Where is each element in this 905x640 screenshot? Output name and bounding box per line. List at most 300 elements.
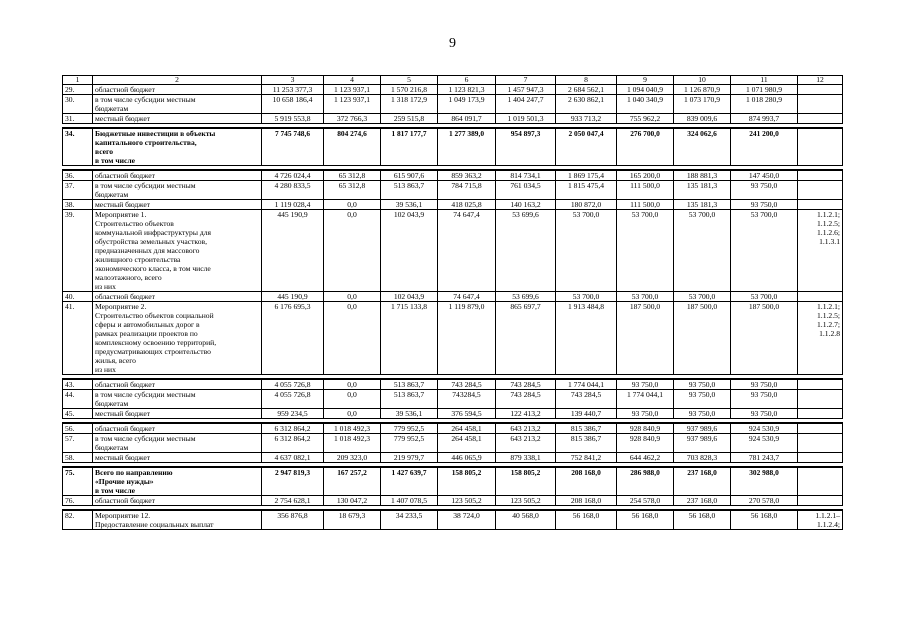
value-cell: 111 500,0: [617, 181, 674, 200]
target-code: [798, 496, 843, 506]
row-name-line: бюджетам: [95, 443, 129, 452]
value-cell: 254 578,0: [617, 496, 674, 506]
target-code: [798, 453, 843, 463]
row-name: [93, 423, 262, 434]
value-cell: 743 284,5: [496, 379, 556, 390]
target-code-line: 1.1.2.4;: [817, 520, 840, 529]
row-name: [93, 379, 262, 390]
value-cell: 1 073 170,9: [674, 95, 731, 114]
value-cell: 53 700,0: [556, 210, 617, 292]
value-cell: 924 530,9: [731, 434, 798, 453]
row-name-line: малоэтажного, всего: [95, 273, 162, 282]
value-cell: 130 047,2: [324, 496, 381, 506]
row-name: [93, 128, 262, 166]
row-name: [93, 453, 262, 463]
table-row: [63, 292, 843, 302]
value-cell: 1 913 484,8: [556, 302, 617, 375]
target-code: [798, 210, 843, 292]
value-cell: 34 233,5: [381, 510, 438, 530]
row-name-line: бюджетам: [95, 104, 129, 113]
value-cell: 209 323,0: [324, 453, 381, 463]
target-code: [798, 390, 843, 409]
value-cell: 302 988,0: [731, 467, 798, 496]
value-cell: 1 049 173,9: [438, 95, 496, 114]
value-cell: 65 312,8: [324, 181, 381, 200]
value-cell: 1 123 937,1: [324, 85, 381, 95]
value-cell: 93 750,0: [731, 409, 798, 419]
value-cell: 1 869 175,4: [556, 170, 617, 181]
row-name: [93, 467, 262, 496]
row-name-line: Бюджетные инвестиции в объекты: [95, 129, 216, 138]
row-number: 57.: [63, 434, 93, 453]
table-row: [63, 379, 843, 390]
target-code: [798, 114, 843, 124]
value-cell: 56 168,0: [731, 510, 798, 530]
value-cell: 6 312 864,2: [262, 423, 324, 434]
value-cell: 703 828,3: [674, 453, 731, 463]
value-cell: 165 200,0: [617, 170, 674, 181]
value-cell: 102 043,9: [381, 292, 438, 302]
row-name-line: бюджетам: [95, 190, 129, 199]
value-cell: 1 123 937,1: [324, 95, 381, 114]
row-number: 76.: [63, 496, 93, 506]
value-cell: 933 713,2: [556, 114, 617, 124]
row-name-line: местный бюджет: [95, 453, 151, 462]
value-cell: 6 312 864,2: [262, 434, 324, 453]
value-cell: 1 040 340,9: [617, 95, 674, 114]
table-row: [63, 390, 843, 409]
column-header: 3: [262, 76, 324, 85]
value-cell: 18 679,3: [324, 510, 381, 530]
value-cell: 864 091,7: [438, 114, 496, 124]
row-name-line: Строительство объектов: [95, 219, 174, 228]
row-name: [93, 114, 262, 124]
column-header: 10: [674, 76, 731, 85]
row-name: [93, 302, 262, 375]
row-number: 37.: [63, 181, 93, 200]
value-cell: 1 457 947,3: [496, 85, 556, 95]
value-cell: 93 750,0: [731, 390, 798, 409]
value-cell: 4 055 726,8: [262, 390, 324, 409]
value-cell: 276 700,0: [617, 128, 674, 166]
value-cell: 1 318 172,9: [381, 95, 438, 114]
row-number: 82.: [63, 510, 93, 530]
value-cell: 241 200,0: [731, 128, 798, 166]
value-cell: 158 805,2: [496, 467, 556, 496]
value-cell: 53 700,0: [617, 292, 674, 302]
value-cell: 446 065,9: [438, 453, 496, 463]
row-name-line: Мероприятие 1.: [95, 210, 147, 219]
value-cell: 11 253 377,3: [262, 85, 324, 95]
row-number: 56.: [63, 423, 93, 434]
target-code-line: 1.1.2.1;: [817, 302, 840, 311]
target-code: [798, 302, 843, 375]
value-cell: 219 979,7: [381, 453, 438, 463]
value-cell: 1 277 389,0: [438, 128, 496, 166]
value-cell: 445 190,9: [262, 292, 324, 302]
value-cell: 445 190,9: [262, 210, 324, 292]
value-cell: 937 989,6: [674, 434, 731, 453]
column-header: 9: [617, 76, 674, 85]
row-name-line: рамках реализации проектов по: [95, 329, 198, 338]
page-number: 9: [449, 36, 456, 51]
value-cell: 264 458,1: [438, 423, 496, 434]
value-cell: 93 750,0: [731, 181, 798, 200]
value-cell: 56 168,0: [674, 510, 731, 530]
row-number: 41.: [63, 302, 93, 375]
value-cell: 959 234,5: [262, 409, 324, 419]
table-row: [63, 510, 843, 530]
value-cell: 10 658 186,4: [262, 95, 324, 114]
table-row: [63, 95, 843, 114]
row-number: 31.: [63, 114, 93, 124]
value-cell: 6 176 695,3: [262, 302, 324, 375]
value-cell: 93 750,0: [674, 379, 731, 390]
value-cell: 743 284,5: [556, 390, 617, 409]
target-code: [798, 510, 843, 530]
value-cell: 879 338,1: [496, 453, 556, 463]
value-cell: 2 684 562,1: [556, 85, 617, 95]
target-code-line: 1.1.2.6;: [817, 228, 840, 237]
target-code: [798, 170, 843, 181]
column-header: 8: [556, 76, 617, 85]
column-header: 4: [324, 76, 381, 85]
target-code-line: 1.1.2.5;: [817, 311, 840, 320]
row-name-line: местный бюджет: [95, 114, 151, 123]
value-cell: 643 213,2: [496, 434, 556, 453]
value-cell: 743284,5: [438, 390, 496, 409]
value-cell: 56 168,0: [617, 510, 674, 530]
value-cell: 93 750,0: [617, 379, 674, 390]
value-cell: 93 750,0: [731, 379, 798, 390]
value-cell: 928 840,9: [617, 423, 674, 434]
value-cell: 1 018 280,9: [731, 95, 798, 114]
value-cell: 237 168,0: [674, 467, 731, 496]
value-cell: 2 050 047,4: [556, 128, 617, 166]
table-row: [63, 496, 843, 506]
value-cell: 1 774 044,1: [617, 390, 674, 409]
column-header: 12: [798, 76, 843, 85]
value-cell: 2 947 819,3: [262, 467, 324, 496]
value-cell: 39 536,1: [381, 409, 438, 419]
value-cell: 53 700,0: [731, 210, 798, 292]
value-cell: 755 962,2: [617, 114, 674, 124]
row-name-line: Предоставление социальных выплат: [95, 520, 214, 529]
value-cell: 180 872,0: [556, 200, 617, 210]
row-name-line: всего: [95, 147, 114, 156]
target-code: [798, 467, 843, 496]
target-code: [798, 128, 843, 166]
target-code: [798, 379, 843, 390]
row-name-line: областной бюджет: [95, 380, 155, 389]
column-header: 7: [496, 76, 556, 85]
value-cell: 815 386,7: [556, 434, 617, 453]
row-name: [93, 390, 262, 409]
row-name-line: экономического класса, в том числе: [95, 264, 211, 273]
value-cell: 74 647,4: [438, 292, 496, 302]
value-cell: 865 697,7: [496, 302, 556, 375]
value-cell: 779 952,5: [381, 423, 438, 434]
target-code-line: 1.1.2.1–: [815, 511, 840, 520]
value-cell: 123 505,2: [496, 496, 556, 506]
value-cell: 7 745 748,6: [262, 128, 324, 166]
value-cell: 0,0: [324, 210, 381, 292]
value-cell: 513 863,7: [381, 379, 438, 390]
value-cell: 1 427 639,7: [381, 467, 438, 496]
value-cell: 513 863,7: [381, 390, 438, 409]
value-cell: 0,0: [324, 200, 381, 210]
target-code: [798, 434, 843, 453]
value-cell: 1 407 078,5: [381, 496, 438, 506]
value-cell: 53 700,0: [617, 210, 674, 292]
row-name-line: областной бюджет: [95, 292, 155, 301]
value-cell: 779 952,5: [381, 434, 438, 453]
value-cell: 4 726 024,4: [262, 170, 324, 181]
row-name-line: предусматривающих строительство: [95, 347, 211, 356]
table-row: [63, 467, 843, 496]
value-cell: 644 462,2: [617, 453, 674, 463]
value-cell: 208 168,0: [556, 496, 617, 506]
row-name: [93, 85, 262, 95]
value-cell: 2 754 628,1: [262, 496, 324, 506]
value-cell: 53 700,0: [674, 292, 731, 302]
value-cell: 859 363,2: [438, 170, 496, 181]
value-cell: 56 168,0: [556, 510, 617, 530]
table-row: [63, 423, 843, 434]
value-cell: 4 280 833,5: [262, 181, 324, 200]
value-cell: 0,0: [324, 302, 381, 375]
value-cell: 53 699,6: [496, 292, 556, 302]
target-code: [798, 95, 843, 114]
value-cell: 208 168,0: [556, 467, 617, 496]
row-name: [93, 510, 262, 530]
row-name: [93, 170, 262, 181]
row-name: [93, 409, 262, 419]
value-cell: 928 840,9: [617, 434, 674, 453]
column-header: 2: [93, 76, 262, 85]
table-row: [63, 114, 843, 124]
table-row: [63, 434, 843, 453]
table-row: [63, 409, 843, 419]
value-cell: 93 750,0: [674, 409, 731, 419]
row-name-line: местный бюджет: [95, 200, 151, 209]
column-header: 1: [63, 76, 93, 85]
value-cell: 1 404 247,7: [496, 95, 556, 114]
value-cell: 167 257,2: [324, 467, 381, 496]
value-cell: 270 578,0: [731, 496, 798, 506]
value-cell: 53 699,6: [496, 210, 556, 292]
row-name-line: Мероприятие 12.: [95, 511, 151, 520]
value-cell: 1 570 216,8: [381, 85, 438, 95]
target-code-line: 1.1.2.5;: [817, 219, 840, 228]
row-number: 29.: [63, 85, 93, 95]
row-name-line: областной бюджет: [95, 496, 155, 505]
row-name-line: сферы и автомобильных дорог в: [95, 320, 200, 329]
row-name-line: комплексному освоению территорий,: [95, 338, 217, 347]
target-code: [798, 423, 843, 434]
value-cell: 4 637 082,1: [262, 453, 324, 463]
value-cell: 123 505,2: [438, 496, 496, 506]
row-name-line: обустройства земельных участков,: [95, 237, 207, 246]
budget-table: [62, 75, 843, 530]
value-cell: 38 724,0: [438, 510, 496, 530]
value-cell: 0,0: [324, 409, 381, 419]
row-name: [93, 181, 262, 200]
value-cell: 1 715 133,8: [381, 302, 438, 375]
row-name-line: коммунальной инфраструктуры для: [95, 228, 211, 237]
row-name: [93, 95, 262, 114]
table-row: [63, 453, 843, 463]
value-cell: 1 815 475,4: [556, 181, 617, 200]
row-name-line: жилья, всего: [95, 356, 136, 365]
value-cell: 187 500,0: [617, 302, 674, 375]
row-name: [93, 434, 262, 453]
value-cell: 93 750,0: [617, 409, 674, 419]
value-cell: 1 019 501,3: [496, 114, 556, 124]
value-cell: 0,0: [324, 379, 381, 390]
value-cell: 376 594,5: [438, 409, 496, 419]
value-cell: 761 034,5: [496, 181, 556, 200]
value-cell: 1 071 980,9: [731, 85, 798, 95]
row-name-line: областной бюджет: [95, 171, 155, 180]
value-cell: 743 284,5: [496, 390, 556, 409]
value-cell: 937 989,6: [674, 423, 731, 434]
row-number: 30.: [63, 95, 93, 114]
value-cell: 187 500,0: [731, 302, 798, 375]
value-cell: 93 750,0: [731, 200, 798, 210]
row-number: 39.: [63, 210, 93, 292]
value-cell: 0,0: [324, 390, 381, 409]
row-number: 45.: [63, 409, 93, 419]
table-row: [63, 302, 843, 375]
value-cell: 93 750,0: [674, 390, 731, 409]
table-row: [63, 85, 843, 95]
table-row: [63, 170, 843, 181]
value-cell: 839 009,6: [674, 114, 731, 124]
value-cell: 4 055 726,8: [262, 379, 324, 390]
value-cell: 924 530,9: [731, 423, 798, 434]
target-code-line: 1.1.2.7;: [817, 320, 840, 329]
value-cell: 135 181,3: [674, 200, 731, 210]
value-cell: 513 863,7: [381, 181, 438, 200]
table-row: [63, 128, 843, 166]
row-name-line: Строительство объектов социальной: [95, 311, 214, 320]
table-row: [63, 210, 843, 292]
value-cell: 286 988,0: [617, 467, 674, 496]
value-cell: 1 774 044,1: [556, 379, 617, 390]
value-cell: 264 458,1: [438, 434, 496, 453]
value-cell: 1 119 028,4: [262, 200, 324, 210]
value-cell: 187 500,0: [674, 302, 731, 375]
row-name-line: в том числе субсидии местным: [95, 181, 196, 190]
row-number: 58.: [63, 453, 93, 463]
value-cell: 1 123 821,3: [438, 85, 496, 95]
value-cell: 1 817 177,7: [381, 128, 438, 166]
target-code: [798, 181, 843, 200]
value-cell: 372 766,3: [324, 114, 381, 124]
row-number: 36.: [63, 170, 93, 181]
row-name-line: в том числе субсидии местным: [95, 95, 196, 104]
value-cell: 643 213,2: [496, 423, 556, 434]
value-cell: 743 284,5: [438, 379, 496, 390]
row-name-line: в том числе: [95, 486, 136, 495]
value-cell: 147 450,0: [731, 170, 798, 181]
value-cell: 39 536,1: [381, 200, 438, 210]
row-name-line: в том числе: [95, 156, 136, 165]
value-cell: 814 734,1: [496, 170, 556, 181]
value-cell: 1 094 040,9: [617, 85, 674, 95]
value-cell: 418 025,8: [438, 200, 496, 210]
value-cell: 111 500,0: [617, 200, 674, 210]
row-name-line: капитального строительства,: [95, 138, 197, 147]
row-name-line: областной бюджет: [95, 85, 155, 94]
row-name-line: местный бюджет: [95, 409, 151, 418]
row-name-line: в том числе субсидии местным: [95, 390, 196, 399]
value-cell: 102 043,9: [381, 210, 438, 292]
target-code-line: 1.1.2.8: [819, 329, 840, 338]
row-name: [93, 200, 262, 210]
value-cell: 324 062,6: [674, 128, 731, 166]
column-header: 5: [381, 76, 438, 85]
row-name-line: областной бюджет: [95, 424, 155, 433]
row-number: 75.: [63, 467, 93, 496]
column-header: 11: [731, 76, 798, 85]
value-cell: 874 993,7: [731, 114, 798, 124]
row-name-line: Мероприятие 2.: [95, 302, 147, 311]
row-name-line: из них: [95, 282, 116, 291]
value-cell: 158 805,2: [438, 467, 496, 496]
target-code-line: 1.1.3.1: [819, 237, 840, 246]
value-cell: 1 119 879,0: [438, 302, 496, 375]
row-name-line: Всего по направлению: [95, 468, 173, 477]
row-name: [93, 496, 262, 506]
header-row: [63, 76, 843, 85]
value-cell: 615 907,6: [381, 170, 438, 181]
value-cell: 135 181,3: [674, 181, 731, 200]
value-cell: 356 876,8: [262, 510, 324, 530]
value-cell: 1 018 492,3: [324, 434, 381, 453]
row-name-line: жилищного строительства: [95, 255, 181, 264]
value-cell: 1 126 870,9: [674, 85, 731, 95]
value-cell: 804 274,6: [324, 128, 381, 166]
value-cell: 0,0: [324, 292, 381, 302]
value-cell: 5 919 553,8: [262, 114, 324, 124]
value-cell: 53 700,0: [674, 210, 731, 292]
value-cell: 74 647,4: [438, 210, 496, 292]
value-cell: 784 715,8: [438, 181, 496, 200]
row-number: 44.: [63, 390, 93, 409]
target-code: [798, 85, 843, 95]
value-cell: 2 630 862,1: [556, 95, 617, 114]
row-name: [93, 210, 262, 292]
row-number: 34.: [63, 128, 93, 166]
target-code: [798, 200, 843, 210]
value-cell: 237 168,0: [674, 496, 731, 506]
row-number: 43.: [63, 379, 93, 390]
value-cell: 815 386,7: [556, 423, 617, 434]
target-code: [798, 292, 843, 302]
target-code: [798, 409, 843, 419]
value-cell: 1 018 492,3: [324, 423, 381, 434]
value-cell: 65 312,8: [324, 170, 381, 181]
value-cell: 139 440,7: [556, 409, 617, 419]
row-name-line: из них: [95, 365, 116, 374]
value-cell: 40 568,0: [496, 510, 556, 530]
value-cell: 259 515,8: [381, 114, 438, 124]
row-number: 38.: [63, 200, 93, 210]
value-cell: 140 163,2: [496, 200, 556, 210]
value-cell: 122 413,2: [496, 409, 556, 419]
